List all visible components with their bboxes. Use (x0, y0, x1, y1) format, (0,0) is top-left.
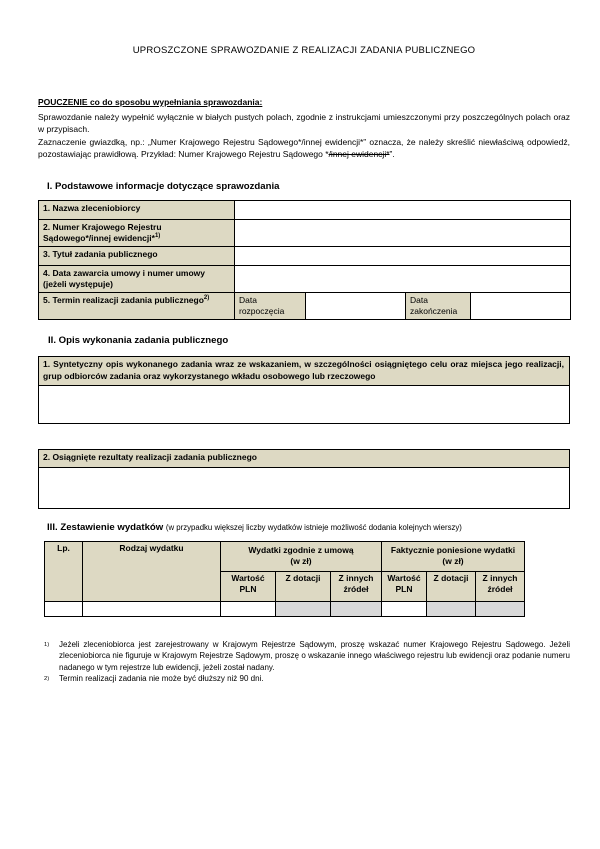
col-header-rodzaj-wydatku: Rodzaj wydatku (83, 541, 221, 601)
synthetic-description-title: 1. Syntetyczny opis wykonanego zadania wraz ze wskazaniem, w szczególności osiągniętego celu oraz miejsca jego realizacji, grup odbiorców zadania oraz wykorzystanego wkładu osobowego lub rzeczowego (39, 357, 569, 386)
table-row (39, 201, 571, 220)
table-row (39, 247, 571, 266)
row-label-tytul-zadania: 3. Tytuł zadania publicznego (39, 247, 235, 266)
footnote-1-marker: 1) (44, 641, 50, 648)
footnotes (38, 639, 570, 686)
input-rezultaty[interactable] (39, 468, 569, 508)
table-row (39, 220, 571, 247)
basic-info-table (38, 200, 571, 320)
expenses-table (44, 541, 525, 617)
table-row (39, 293, 571, 320)
row-label-termin-realizacji: 5. Termin realizacji zadania publicznego$^{2)}$ (39, 293, 235, 320)
pouczenie-paragraph-1: Sprawozdanie należy wypełnić wyłącznie w białych pustych polach, zgodnie z instrukcjami umieszczonymi przy poszczególnych polach oraz w przypisach. (38, 112, 570, 134)
input-wartosc-pln-faktyczne[interactable] (382, 601, 427, 616)
col-header-wartosc-pln-umowa: Wartość PLN (221, 571, 276, 601)
col-header-z-innych-zrodel-faktyczne: Z innych źródeł (476, 571, 525, 601)
input-z-innych-zrodel-faktyczne[interactable] (476, 601, 525, 616)
input-tytul-zadania[interactable] (235, 247, 571, 266)
input-z-innych-zrodel-umowa[interactable] (331, 601, 382, 616)
pouczenie-strikethrough-example: /innej ewidencji* (328, 148, 390, 159)
row-label-nazwa-zleceniobiorcy: 1. Nazwa zleceniobiorcy (39, 201, 235, 220)
section-3-heading-bold: III. Zestawienie wydatków (47, 521, 164, 533)
input-nazwa-zleceniobiorcy[interactable] (235, 201, 571, 220)
label-data-rozpoczecia: Data rozpoczęcia (235, 293, 306, 320)
section-2-heading: II. Opis wykonania zadania publicznego (48, 335, 229, 347)
input-data-zakonczenia[interactable] (471, 293, 571, 320)
col-header-z-dotacji-faktyczne: Z dotacji (427, 571, 476, 601)
input-z-dotacji-umowa[interactable] (276, 601, 331, 616)
input-opis-zadania[interactable] (39, 386, 569, 423)
col-group-wydatki-zgodnie-z-umowa: Wydatki zgodnie z umową (w zł) (221, 541, 382, 571)
input-wartosc-pln-umowa[interactable] (221, 601, 276, 616)
col-header-wartosc-pln-faktyczne: Wartość PLN (382, 571, 427, 601)
results-title: 2. Osiągnięte rezultaty realizacji zadania publicznego (39, 450, 569, 468)
footnote-ref-2: 2) (203, 295, 210, 302)
section-3-heading (38, 522, 570, 533)
footnote-1 (44, 639, 570, 673)
row-label-numer-krs: 2. Numer Krajowego Rejestru Sądowego*/innej ewidencji*$^{1)}$ (39, 220, 235, 247)
table-row (39, 266, 571, 293)
synthetic-description-box (38, 356, 570, 424)
col-header-z-innych-zrodel-umowa: Z innych źródeł (331, 571, 382, 601)
section-1-heading: I. Podstawowe informacje dotyczące sprawozdania (47, 181, 280, 193)
expenses-header-row-1 (45, 541, 525, 571)
expenses-data-row (45, 601, 525, 616)
footnote-2-text: Termin realizacji zadania nie może być dłuższy niż 90 dni. (59, 674, 264, 684)
col-header-z-dotacji-umowa: Z dotacji (276, 571, 331, 601)
col-header-lp: Lp. (45, 541, 83, 601)
form-title: UPROSZCZONE SPRAWOZDANIE Z REALIZACJI ZADANIA PUBLICZNEGO (132, 45, 476, 56)
input-numer-krs[interactable] (235, 220, 571, 247)
section-3-heading-note: (w przypadku większej liczby wydatków istnieje możliwość dodania kolejnych wierszy) (165, 522, 462, 532)
pouczenie-paragraph-2 (38, 137, 570, 160)
input-data-umowy[interactable] (235, 266, 571, 293)
input-data-rozpoczecia[interactable] (306, 293, 406, 320)
col-group-faktycznie-poniesione: Faktycznie poniesione wydatki (w zł) (382, 541, 525, 571)
footnote-1-text: Jeżeli zleceniobiorca jest zarejestrowany w Krajowym Rejestrze Sądowym, proszę wskazać numer Krajowego Rejestru Sądowego. Jeżeli zleceniobiorca nie figuruje w Krajowym Rejestrze Sądowym, proszę o wskazanie innego właściwego rejestru lub ewidencji oraz podanie numeru nadanego w tym rejestrze lub ewidencji, jeżeli został nadany. (59, 639, 570, 672)
footnote-2-marker: 2) (44, 676, 50, 683)
results-box (38, 449, 570, 509)
pouczenie-paragraph-2-end: ”. (389, 148, 395, 159)
label-data-zakonczenia: Data zakończenia (406, 293, 471, 320)
pouczenie-paragraph-2-start: Zaznaczenie gwiazdką, np.: „Numer Krajowego Rejestru Sądowego*/innej ewidencji*” oznacza, że należy skreślić niewłaściwą odpowiedź, pozostawiając prawidłową. Przykład: Numer Krajowego Rejestru Sądowego * (38, 137, 570, 159)
pouczenie-heading: POUCZENIE co do sposobu wypełniania sprawozdania: (38, 97, 263, 107)
input-rodzaj-wydatku[interactable] (83, 601, 221, 616)
input-z-dotacji-faktyczne[interactable] (427, 601, 476, 616)
row-label-data-umowy: 4. Data zawarcia umowy i numer umowy (jeżeli występuje) (39, 266, 235, 293)
footnote-ref-1: 1) (154, 233, 161, 240)
input-lp[interactable] (45, 601, 83, 616)
footnote-2 (44, 673, 570, 685)
